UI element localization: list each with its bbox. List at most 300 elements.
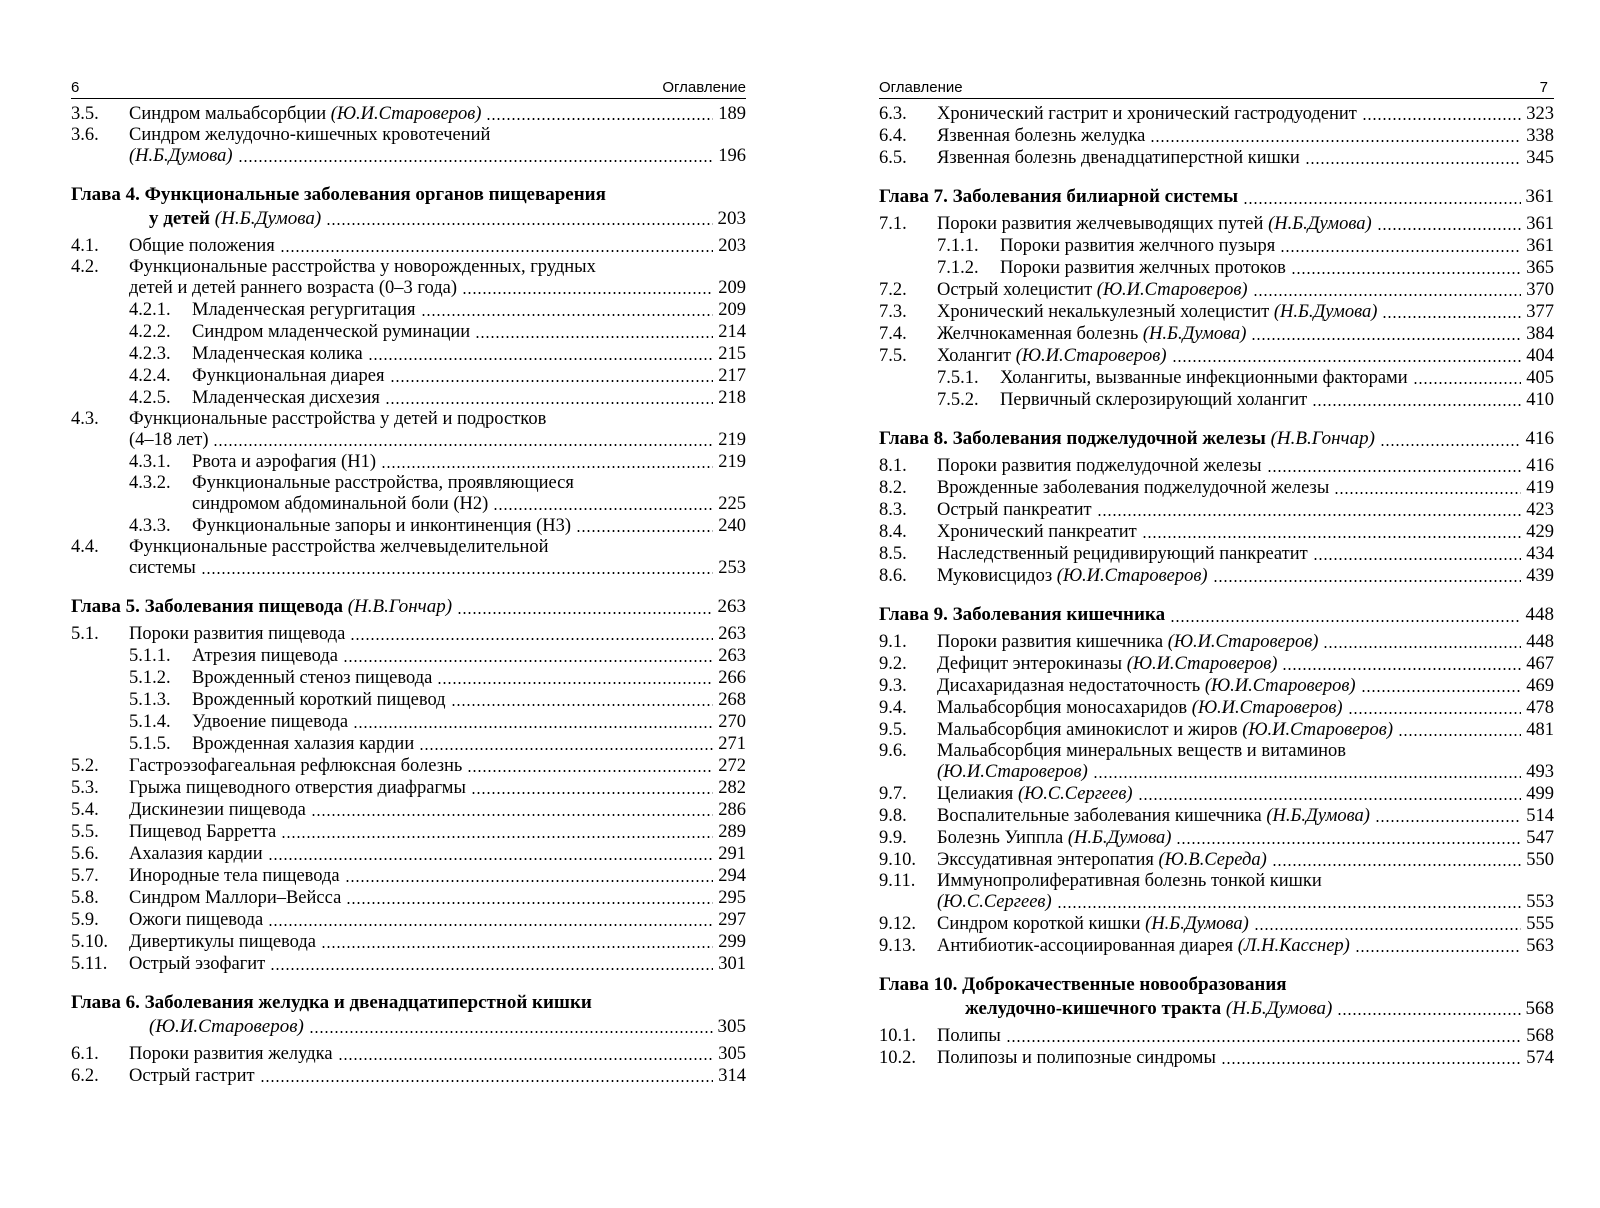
section-number: 5.1.5. [129, 734, 171, 754]
section-title: Холангиты, вызванные инфекционными факторами [1000, 368, 1408, 388]
section-title: Синдром младенческой руминации [192, 322, 471, 342]
toc-entry[interactable] [71, 623, 746, 645]
page-ref: 272 [718, 756, 746, 776]
section-number: 9.3. [879, 676, 907, 696]
toc-entry[interactable] [71, 931, 746, 953]
section-number: 6.2. [71, 1066, 99, 1086]
page-ref: 404 [1526, 346, 1554, 366]
toc-entry[interactable] [879, 741, 1554, 783]
author: (Ю.И.Староверов) [1242, 720, 1394, 740]
leader-dots [321, 946, 713, 948]
section-title: Младенческая колика [192, 344, 363, 364]
leader-dots [1377, 228, 1522, 230]
toc-entry[interactable] [879, 147, 1554, 169]
toc-entry[interactable] [71, 515, 746, 537]
chapter-title: Глава 6. Заболевания желудка и двенадцатиперстной кишки [71, 992, 592, 1013]
section-title-cont: системы [129, 558, 196, 578]
leader-dots [475, 336, 713, 338]
toc-entry[interactable] [879, 565, 1554, 587]
author: (Н.Б.Думова) [1225, 998, 1333, 1019]
leader-dots [1138, 798, 1522, 800]
toc-entry[interactable] [879, 1047, 1554, 1069]
toc-entry[interactable] [879, 477, 1554, 499]
section-number: 5.1.4. [129, 712, 171, 732]
section-number: 9.1. [879, 632, 907, 652]
leader-dots [270, 968, 713, 970]
section-title: Целиакия [937, 784, 1014, 804]
leader-dots [1251, 338, 1521, 340]
leader-dots [238, 160, 714, 162]
leader-dots [1382, 316, 1521, 318]
author: (Ю.И.Староверов) [330, 104, 482, 124]
page-ref: 550 [1526, 850, 1554, 870]
section-number: 8.1. [879, 456, 907, 476]
leader-dots [280, 250, 714, 252]
page-ref: 338 [1526, 126, 1554, 146]
author: (Л.Н.Касснер) [1237, 936, 1350, 956]
section-title: Врожденный короткий пищевод [192, 690, 446, 710]
leader-dots [1172, 360, 1522, 362]
section-number: 8.2. [879, 478, 907, 498]
section-number: 4.2.4. [129, 366, 171, 386]
section-number: 9.7. [879, 784, 907, 804]
page-ref: 270 [718, 712, 746, 732]
section-number: 8.4. [879, 522, 907, 542]
toc-entry[interactable] [879, 455, 1554, 477]
section-title: Врожденные заболевания поджелудочной железы [937, 478, 1330, 498]
toc-entry[interactable] [879, 871, 1554, 913]
toc-entry[interactable] [879, 235, 1554, 257]
leader-dots [437, 682, 713, 684]
leader-dots [1323, 646, 1521, 648]
page-ref: 429 [1526, 522, 1554, 542]
section-number: 7.4. [879, 324, 907, 344]
leader-dots [1361, 690, 1522, 692]
toc-entry[interactable] [71, 321, 746, 343]
author: (Н.Б.Думова) [1142, 324, 1247, 344]
toc-entry[interactable] [71, 235, 746, 257]
section-title: Функциональные расстройства желчевыделительной [129, 537, 549, 557]
page-ref: 314 [718, 1066, 746, 1086]
page-ref: 215 [718, 344, 746, 364]
toc-entry[interactable] [71, 125, 746, 167]
leader-dots [1142, 536, 1521, 538]
toc-entry[interactable] [879, 499, 1554, 521]
page-ref: 384 [1526, 324, 1554, 344]
page-ref: 289 [718, 822, 746, 842]
running-title: Оглавление [879, 79, 963, 96]
toc-entry[interactable] [71, 1043, 746, 1065]
page-ref: 423 [1526, 500, 1554, 520]
toc-entry[interactable] [879, 389, 1554, 411]
leader-dots [346, 902, 713, 904]
section-number: 7.3. [879, 302, 907, 322]
section-number: 4.4. [71, 537, 99, 557]
author: (Н.Б.Думова) [1268, 214, 1372, 234]
toc-entry[interactable] [879, 103, 1554, 125]
section-title: Мальабсорбция моносахаридов [937, 698, 1188, 718]
section-number: 7.1.2. [937, 258, 979, 278]
page-ref: 263 [718, 646, 746, 666]
page-ref: 295 [718, 888, 746, 908]
page-ref: 299 [718, 932, 746, 952]
section-number: 8.5. [879, 544, 907, 564]
page-ref: 271 [718, 734, 746, 754]
page-ref: 218 [718, 388, 746, 408]
leader-dots [281, 836, 713, 838]
chapter-title: Глава 9. Заболевания кишечника [879, 604, 1166, 625]
running-title: Оглавление [662, 79, 746, 96]
toc-entry[interactable] [879, 935, 1554, 957]
section-title: Дискинезии пищевода [129, 800, 306, 820]
leader-dots [1097, 514, 1522, 516]
section-number: 6.1. [71, 1044, 99, 1064]
author: (Ю.И.Староверов) [1191, 698, 1343, 718]
page-ref: 323 [1526, 104, 1554, 124]
chapter-heading[interactable] [879, 973, 1554, 1021]
section-title: Хронический гастрит и хронический гастродуоденит [937, 104, 1357, 124]
toc-entry[interactable] [879, 805, 1554, 827]
section-title: Иммунопролиферативная болезнь тонкой кишки [937, 871, 1322, 891]
chapter-title: Глава 10. Доброкачественные новообразования [879, 974, 1287, 995]
author: (Ю.И.Староверов) [937, 762, 1088, 782]
author: (Ю.В.Середа) [1158, 850, 1267, 870]
section-title: Острый холецистит [937, 280, 1093, 300]
page-ref: 219 [718, 452, 746, 472]
section-number: 4.3.2. [129, 473, 171, 493]
leader-dots [1057, 906, 1522, 908]
section-title: Хронический панкреатит [937, 522, 1137, 542]
leader-dots [1380, 444, 1521, 446]
section-title: Младенческая дисхезия [192, 388, 380, 408]
toc-entry[interactable] [71, 777, 746, 799]
leader-dots [1170, 620, 1520, 622]
section-number: 7.1. [879, 214, 907, 234]
toc-entry[interactable] [879, 849, 1554, 871]
section-number: 9.13. [879, 936, 916, 956]
toc-entry[interactable] [71, 343, 746, 365]
toc-entry[interactable] [71, 865, 746, 887]
page-ref: 493 [1526, 762, 1554, 782]
author: (Ю.И.Староверов) [1126, 654, 1278, 674]
leader-dots [1413, 382, 1522, 384]
leader-dots [1348, 712, 1522, 714]
leader-dots [1221, 1062, 1521, 1064]
leader-dots [385, 402, 713, 404]
section-number: 10.1. [879, 1026, 916, 1046]
toc-entry[interactable] [71, 645, 746, 667]
toc-entry[interactable] [879, 783, 1554, 805]
leader-dots [311, 814, 713, 816]
section-title: Функциональные запоры и инконтиненция (H3) [192, 516, 572, 536]
page-ref: 203 [718, 236, 746, 256]
toc-entry[interactable] [879, 279, 1554, 301]
leader-dots [1291, 272, 1521, 274]
section-number: 7.5.2. [937, 390, 979, 410]
left-page [71, 76, 746, 1087]
section-title: Ожоги пищевода [129, 910, 264, 930]
section-number: 4.2.5. [129, 388, 171, 408]
toc-entry[interactable] [71, 409, 746, 451]
leader-dots [576, 530, 713, 532]
toc-entry[interactable] [71, 733, 746, 755]
author: (Н.Б.Думова) [1273, 302, 1378, 322]
section-number: 5.2. [71, 756, 99, 776]
toc-entry[interactable] [71, 387, 746, 409]
section-number: 4.2.2. [129, 322, 171, 342]
page-ref: 294 [718, 866, 746, 886]
chapter-heading[interactable] [879, 603, 1554, 627]
section-title: Врожденный стеноз пищевода [192, 668, 433, 688]
toc-entry[interactable] [71, 473, 746, 515]
chapter-title: Глава 4. Функциональные заболевания органов пищеварения [71, 184, 606, 205]
leader-dots [451, 704, 714, 706]
author: (Н.В.Гончар) [347, 596, 453, 617]
toc-entry[interactable] [71, 953, 746, 975]
toc-entry[interactable] [71, 365, 746, 387]
page-ref: 553 [1526, 892, 1554, 912]
leader-dots [326, 223, 712, 225]
leader-dots [1305, 162, 1522, 164]
toc-entry[interactable] [71, 257, 746, 299]
section-number: 5.1.3. [129, 690, 171, 710]
page-ref: 555 [1526, 914, 1554, 934]
chapter-heading[interactable] [879, 427, 1554, 451]
toc-entry[interactable] [71, 451, 746, 473]
page-ref: 568 [1526, 1026, 1554, 1046]
toc-entry[interactable] [879, 543, 1554, 565]
section-title: Желчнокаменная болезнь [937, 324, 1139, 344]
chapter-title-cont: желудочно-кишечного тракта [965, 998, 1222, 1019]
section-title: Функциональная диарея [192, 366, 385, 386]
toc-entry[interactable] [879, 631, 1554, 653]
page-ref: 268 [718, 690, 746, 710]
chapter-heading[interactable] [879, 185, 1554, 209]
toc-entry[interactable] [879, 827, 1554, 849]
page-ref: 361 [1526, 236, 1554, 256]
page-ref: 377 [1526, 302, 1554, 322]
toc-entry[interactable] [879, 653, 1554, 675]
toc-entry[interactable] [71, 799, 746, 821]
leader-dots [213, 444, 713, 446]
toc-entry[interactable] [879, 367, 1554, 389]
toc-entry[interactable] [879, 719, 1554, 741]
section-title: Первичный склерозирующий холангит [1000, 390, 1308, 410]
section-title-cont: синдромом абдоминальной боли (H2) [192, 494, 489, 514]
section-title-cont: (4–18 лет) [129, 430, 209, 450]
page-ref: 209 [718, 300, 746, 320]
page-number: 7 [1539, 79, 1548, 96]
author: (Ю.И.Староверов) [1015, 346, 1167, 366]
page-ref: 448 [1525, 604, 1554, 625]
page-ref: 263 [717, 596, 746, 617]
page-ref: 481 [1526, 720, 1554, 740]
page-ref: 361 [1525, 186, 1554, 207]
leader-dots [1150, 140, 1521, 142]
page-ref: 568 [1525, 998, 1554, 1019]
section-number: 5.8. [71, 888, 99, 908]
section-number: 4.3.1. [129, 452, 171, 472]
section-number: 5.1. [71, 624, 99, 644]
section-title: Язвенная болезнь двенадцатиперстной кишки [937, 148, 1300, 168]
toc-entry[interactable] [71, 711, 746, 733]
page-ref: 286 [718, 800, 746, 820]
author: (Н.В.Гончар) [1270, 428, 1375, 449]
section-number: 3.6. [71, 125, 99, 145]
leader-dots [493, 508, 713, 510]
leader-dots [1093, 776, 1522, 778]
section-number: 9.10. [879, 850, 916, 870]
toc-entry[interactable] [71, 887, 746, 909]
author: (Ю.И.Староверов) [1204, 676, 1356, 696]
leader-dots [260, 1080, 714, 1082]
page-number: 6 [71, 79, 80, 96]
leader-dots [1334, 492, 1521, 494]
leader-dots [343, 660, 713, 662]
section-number: 5.6. [71, 844, 99, 864]
toc-entry[interactable] [879, 213, 1554, 235]
leader-dots [1213, 580, 1522, 582]
section-title: Гастроэзофагеальная рефлюксная болезнь [129, 756, 463, 776]
section-title: Синдром мальабсорбции [129, 104, 327, 124]
toc-entry[interactable] [879, 913, 1554, 935]
toc-entry[interactable] [879, 323, 1554, 345]
section-number: 4.3. [71, 409, 99, 429]
page-ref: 467 [1526, 654, 1554, 674]
section-number: 9.11. [879, 871, 916, 891]
section-number: 8.3. [879, 500, 907, 520]
page-ref: 405 [1526, 368, 1554, 388]
section-title: Антибиотик-ассоциированная диарея [937, 936, 1234, 956]
section-number: 10.2. [879, 1048, 916, 1068]
toc-entry[interactable] [879, 125, 1554, 147]
section-number: 9.6. [879, 741, 907, 761]
section-title: Младенческая регургитация [192, 300, 416, 320]
leader-dots [1267, 470, 1522, 472]
section-title: Удвоение пищевода [192, 712, 349, 732]
author: (Н.Б.Думова) [1145, 914, 1249, 934]
toc-entry[interactable] [879, 301, 1554, 323]
page-ref: 217 [718, 366, 746, 386]
section-title-cont: детей и детей раннего возраста (0–3 года) [129, 278, 458, 298]
section-number: 5.10. [71, 932, 108, 952]
toc-entry[interactable] [71, 755, 746, 777]
toc-entry[interactable] [71, 103, 746, 125]
page-ref: 282 [718, 778, 746, 798]
page-header [879, 76, 1554, 99]
chapter-heading[interactable] [71, 183, 746, 231]
section-title: Пороки развития кишечника [937, 632, 1164, 652]
toc-entry[interactable] [71, 821, 746, 843]
leader-dots [1375, 820, 1521, 822]
section-title: Пороки развития пищевода [129, 624, 346, 644]
toc-entry[interactable] [71, 1065, 746, 1087]
toc-entry[interactable] [71, 537, 746, 579]
page-ref: 448 [1526, 632, 1554, 652]
toc-entry[interactable] [879, 675, 1554, 697]
toc-entry[interactable] [71, 689, 746, 711]
leader-dots [1243, 202, 1520, 204]
page-ref: 196 [718, 146, 746, 166]
section-title: Дефицит энтерокиназы [937, 654, 1123, 674]
section-title: Пороки развития поджелудочной железы [937, 456, 1262, 476]
page-ref: 434 [1526, 544, 1554, 564]
author: (Ю.И.Староверов) [1056, 566, 1208, 586]
toc-entry[interactable] [71, 299, 746, 321]
author: (Ю.С.Сергеев) [937, 892, 1052, 912]
leader-dots [1282, 668, 1521, 670]
toc-entry[interactable] [879, 697, 1554, 719]
section-number: 9.4. [879, 698, 907, 718]
author: (Н.Б.Думова) [1067, 828, 1172, 848]
page-ref: 370 [1526, 280, 1554, 300]
section-number: 5.11. [71, 954, 108, 974]
page-ref: 478 [1526, 698, 1554, 718]
section-number: 5.1.2. [129, 668, 171, 688]
section-title: Пороки развития желудка [129, 1044, 333, 1064]
section-title: Экссудативная энтеропатия [937, 850, 1154, 870]
author: (Ю.С.Сергеев) [1017, 784, 1133, 804]
section-number: 8.6. [879, 566, 907, 586]
toc-entry[interactable] [71, 667, 746, 689]
page-ref: 291 [718, 844, 746, 864]
toc-entry[interactable] [71, 843, 746, 865]
section-title: Синдром Маллори–Вейсса [129, 888, 342, 908]
section-title: Дисахаридазная недостаточность [937, 676, 1201, 696]
section-number: 4.2.3. [129, 344, 171, 364]
section-number: 4.3.3. [129, 516, 171, 536]
section-number: 5.4. [71, 800, 99, 820]
chapter-title: Глава 8. Заболевания поджелудочной железы [879, 428, 1266, 449]
leader-dots [1253, 294, 1522, 296]
section-number: 4.2.1. [129, 300, 171, 320]
leader-dots [486, 118, 713, 120]
section-number: 6.5. [879, 148, 907, 168]
leader-dots [1313, 558, 1522, 560]
leader-dots [419, 748, 713, 750]
page-ref: 305 [717, 1016, 746, 1037]
section-title: Пороки развития желчного пузыря [1000, 236, 1276, 256]
leader-dots [457, 612, 712, 614]
page-ref: 547 [1526, 828, 1554, 848]
page-ref: 361 [1526, 214, 1554, 234]
section-title: Муковисцидоз [937, 566, 1053, 586]
leader-dots [309, 1031, 713, 1033]
chapter-heading[interactable] [71, 991, 746, 1039]
chapter-heading[interactable] [71, 595, 746, 619]
section-title: Воспалительные заболевания кишечника [937, 806, 1262, 826]
section-number: 5.9. [71, 910, 99, 930]
toc-entry[interactable] [879, 521, 1554, 543]
section-number: 7.5. [879, 346, 907, 366]
toc-entry[interactable] [879, 345, 1554, 367]
page-ref: 266 [718, 668, 746, 688]
section-title: Наследственный рецидивирующий панкреатит [937, 544, 1308, 564]
leader-dots [421, 314, 714, 316]
toc-entry[interactable] [71, 909, 746, 931]
toc-entry[interactable] [879, 1025, 1554, 1047]
toc-list [879, 103, 1554, 1069]
leader-dots [1355, 950, 1521, 952]
section-title: Ахалазия кардии [129, 844, 263, 864]
toc-entry[interactable] [879, 257, 1554, 279]
section-title: Общие положения [129, 236, 275, 256]
leader-dots [1398, 734, 1521, 736]
page-ref: 214 [718, 322, 746, 342]
section-title: Пищевод Барретта [129, 822, 277, 842]
section-title: Мальабсорбция минеральных веществ и витаминов [937, 741, 1346, 761]
leader-dots [338, 1058, 714, 1060]
